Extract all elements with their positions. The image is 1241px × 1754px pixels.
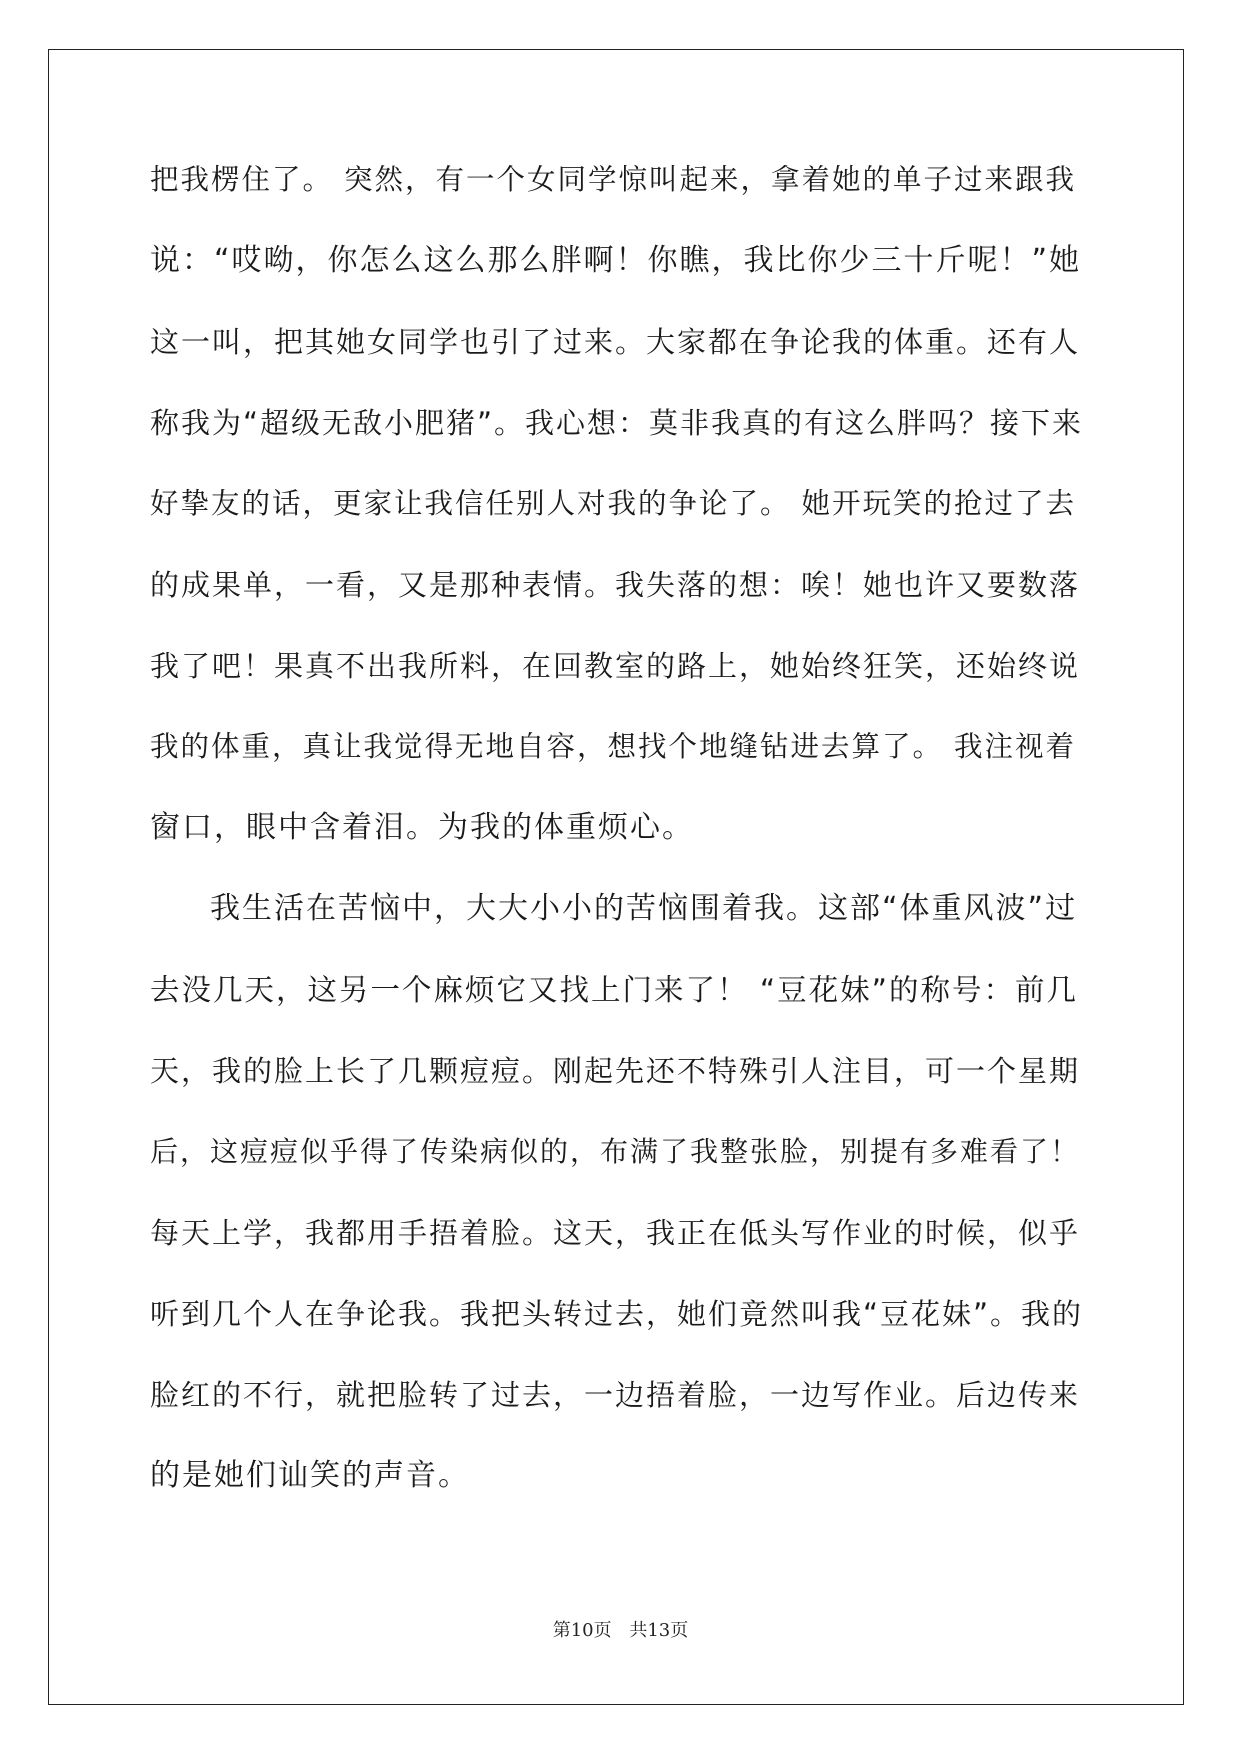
text-line: 窗口，眼中含着泪。为我的体重烦心。 xyxy=(150,810,694,845)
text-line: 说：“哎呦，你怎么这么那么胖啊！你瞧，我比你少三十斤呢！”她 xyxy=(150,243,1082,278)
text-line: 去没几天，这另一个麻烦它又找上门来了！ “豆花妹”的称号：前几 xyxy=(150,973,1078,1007)
text-line: 听到几个人在争论我。我把头转过去，她们竟然叫我“豆花妹”。我的 xyxy=(150,1297,1084,1331)
paragraph-first-line: 我生活在苦恼中，大大小小的苦恼围着我。这部“体重风波”过 xyxy=(210,891,1078,926)
text-line: 把我楞住了。 突然，有一个女同学惊叫起来，拿着她的单子过来跟我 xyxy=(150,163,1077,196)
page-total: 共13页 xyxy=(629,1620,689,1641)
page-number: 第10页 xyxy=(552,1620,612,1641)
text-line: 这一叫，把其她女同学也引了过来。大家都在争论我的体重。还有人 xyxy=(150,325,1081,359)
document-body xyxy=(150,160,1090,1537)
text-line: 的成果单，一看，又是那种表情。我失落的想：唉！她也许又要数落 xyxy=(150,568,1081,602)
text-line: 后，这痘痘似乎得了传染病似的，布满了我整张脸，别提有多难看了！ xyxy=(150,1135,1081,1168)
text-line: 的是她们讪笑的声音。 xyxy=(150,1458,470,1493)
text-line: 好挚友的话，更家让我信任别人对我的争论了。 她开玩笑的抢过了去 xyxy=(150,487,1077,520)
text-line: 我了吧！果真不出我所料，在回教室的路上，她始终狂笑，还始终说 xyxy=(150,649,1081,683)
page-footer xyxy=(0,1616,1241,1642)
text-line: 称我为“超级无敌小肥猪”。我心想：莫非我真的有这么胖吗？接下来 xyxy=(150,406,1084,440)
text-line: 我的体重，真让我觉得无地自容，想找个地缝钻进去算了。 我注视着 xyxy=(150,730,1077,763)
text-line: 脸红的不行，就把脸转了过去，一边捂着脸，一边写作业。后边传来 xyxy=(150,1378,1081,1412)
text-line: 天，我的脸上长了几颗痘痘。刚起先还不特殊引人注目，可一个星期 xyxy=(150,1054,1081,1088)
text-line: 每天上学，我都用手捂着脸。这天，我正在低头写作业的时候，似乎 xyxy=(150,1216,1081,1250)
